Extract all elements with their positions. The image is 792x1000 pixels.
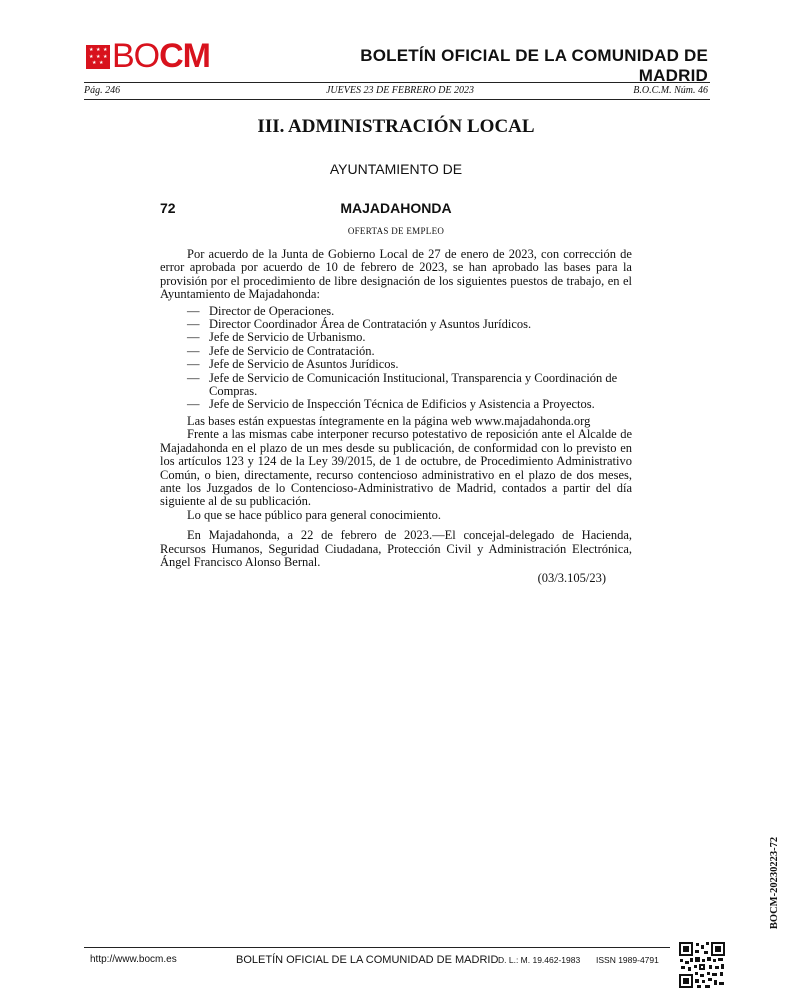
list-item <box>160 305 632 318</box>
list-dash: — <box>187 397 200 412</box>
publication-date: JUEVES 23 DE FEBRERO DE 2023 <box>325 85 475 96</box>
position-text: Jefe de Servicio de Comunicación Institucional, Transparencia y Coordinación de Compras. <box>209 370 618 399</box>
footer-url-link[interactable]: http://www.bocm.es <box>90 954 177 965</box>
intro-paragraph: Por acuerdo de la Junta de Gobierno Local de 27 de enero de 2023, con corrección de error aprobada por acuerdo de 10 de febrero de 2023, se han aprobado las bases para la provisión por el procedimiento de libre designación de los siguientes puestos de trabajo, en el Ayuntamiento de Majadahonda: <box>160 247 632 302</box>
position-text: Jefe de Servicio de Urbanismo. <box>209 330 366 345</box>
announcement-number: 72 <box>160 200 176 216</box>
list-item <box>160 358 632 371</box>
position-text: Jefe de Servicio de Inspección Técnica de Edificios y Asistencia a Proyectos. <box>209 397 595 412</box>
footer-title: BOLETÍN OFICIAL DE LA COMUNIDAD DE MADRID <box>236 954 499 966</box>
meta-divider <box>84 99 710 100</box>
recurso-paragraph: Frente a las mismas cabe interponer recurso potestativo de reposición ante el Alcalde de Majadahonda en el plazo de un mes desde su publicación, de conformidad con lo previsto en los artículos 123 y 124 de la Ley 39/2015, de 1 de octubre, de Procedimiento Administrativo Común, o bien, directamente, recurso contencioso administrativo en el plazo de dos meses, ante los Juzgados de lo Contencioso-Administrativo de Madrid, contados a partir del día siguiente al de su publicación. <box>160 427 632 509</box>
logo-text-cm: CM <box>159 37 211 75</box>
issn-number: ISSN 1989-4791 <box>596 955 659 965</box>
signature-paragraph: En Majadahonda, a 22 de febrero de 2023.—El concejal-delegado de Hacienda, Recursos Humanos, Seguridad Ciudadana, Protección Civil y Administración Electrónica, Ángel Francisco Alonso Bernal. <box>160 528 632 569</box>
bocm-logo <box>112 36 210 76</box>
positions-list <box>160 305 632 412</box>
list-item <box>160 318 632 331</box>
position-text: Jefe de Servicio de Asuntos Jurídicos. <box>209 357 399 372</box>
list-item <box>160 345 632 358</box>
madrid-flag-logo-icon: ★ ★ ★ ★ ★ ★ ★ ★ <box>86 45 110 69</box>
municipality-name: MAJADAHONDA <box>340 200 452 216</box>
bases-paragraph: Las bases están expuestas íntegramente en la página web www.majadahonda.org <box>187 413 591 428</box>
list-item <box>160 372 632 399</box>
list-dash: — <box>187 330 200 345</box>
list-dash: — <box>187 303 200 318</box>
list-dash: — <box>187 370 200 385</box>
announcement-subtitle: OFERTAS DE EMPLEO <box>347 226 445 236</box>
publico-paragraph: Lo que se hace público para general conocimiento. <box>187 507 442 522</box>
legal-deposit: D. L.: M. 19.462-1983 <box>498 955 581 965</box>
list-item <box>160 331 632 344</box>
qr-code-icon <box>679 942 725 988</box>
logo-text-bo: BO <box>112 37 160 75</box>
position-text: Director Coordinador Área de Contratación y Asuntos Jurídicos. <box>209 317 532 332</box>
list-dash: — <box>187 343 200 358</box>
list-dash: — <box>187 357 200 372</box>
masthead-title: BOLETÍN OFICIAL DE LA COMUNIDAD DE MADRID <box>360 46 708 85</box>
ayuntamiento-label: AYUNTAMIENTO DE <box>329 161 463 177</box>
announcement-body <box>160 248 632 586</box>
position-text: Director de Operaciones. <box>209 303 335 318</box>
page-number: Pág. 246 <box>84 85 121 96</box>
footer-divider <box>84 947 670 948</box>
list-dash: — <box>187 317 200 332</box>
list-item <box>160 398 632 411</box>
issue-number: B.O.C.M. Núm. 46 <box>633 85 708 96</box>
header-divider <box>84 82 710 83</box>
document-id-vertical: BOCM-20230223-72 <box>769 836 780 930</box>
position-text: Jefe de Servicio de Contratación. <box>209 343 375 358</box>
reference-code: (03/3.105/23) <box>537 571 606 586</box>
section-title: III. ADMINISTRACIÓN LOCAL <box>257 116 535 137</box>
